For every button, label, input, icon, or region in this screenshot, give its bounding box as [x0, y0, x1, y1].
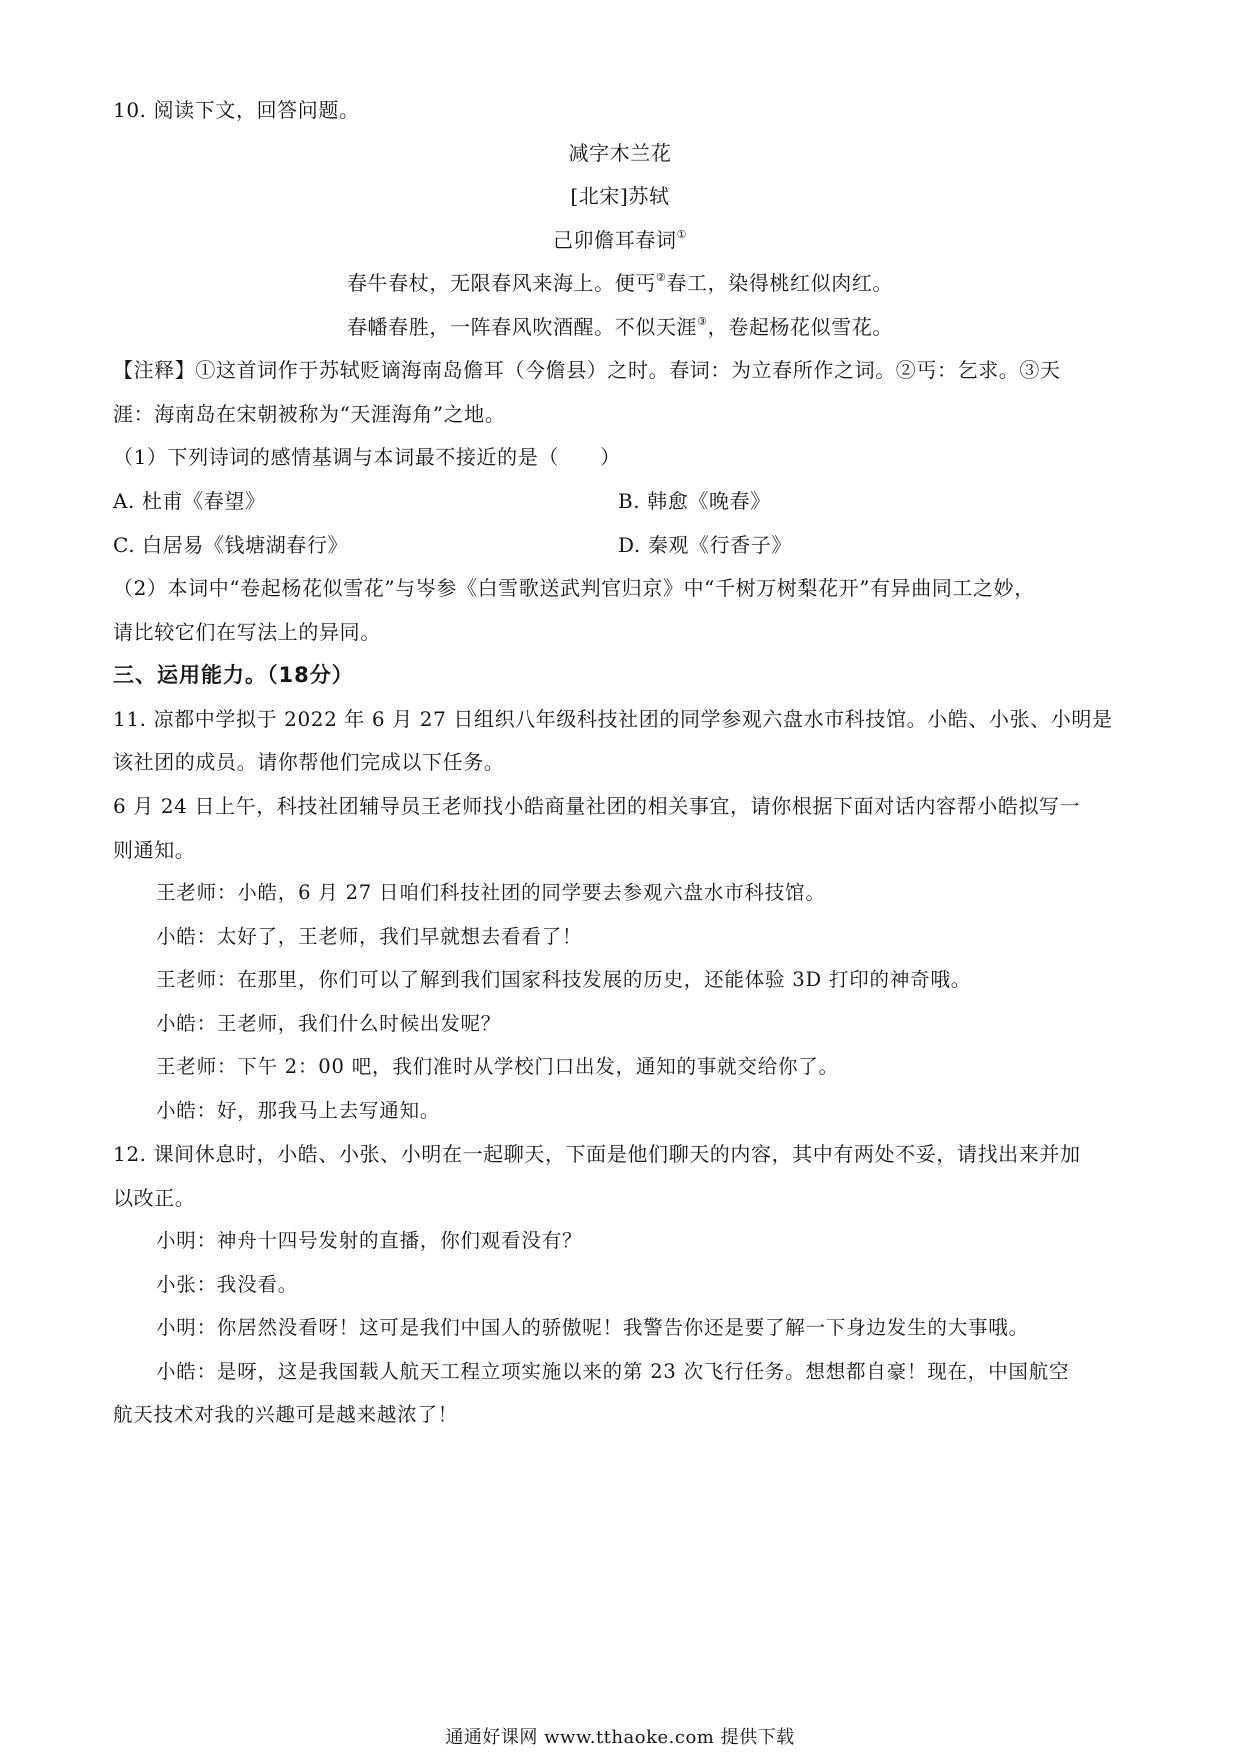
option-a: A. 杜甫《春望》 — [113, 489, 266, 513]
sub-question-1: （1）下列诗词的感情基调与本词最不接近的是（ ） — [113, 445, 621, 469]
dialogue-line: 小皓：太好了，王老师，我们早就想去看看了！ — [156, 925, 583, 948]
question-11-line-2: 该社团的成员。请你帮他们完成以下任务。 — [113, 750, 505, 774]
question-10-intro: 10. 阅读下文，回答问题。 — [113, 98, 360, 122]
poem-subtitle: 己卯儋耳春词① — [552, 228, 688, 252]
dialogue-line: 王老师：小皓，6 月 27 日咱们科技社团的同学要去参观六盘水市科技馆。 — [156, 881, 826, 904]
option-c: C. 白居易《钱塘湖春行》 — [113, 533, 349, 557]
option-b: B. 韩愈《晚春》 — [618, 489, 771, 513]
dialogue-line: 小张：我没看。 — [156, 1273, 299, 1296]
question-12-line-2: 以改正。 — [113, 1186, 196, 1210]
poem-author: [北宋]苏轼 — [570, 184, 670, 208]
note-line-1: 【注释】①这首词作于苏轼贬谪海南岛儋耳（今儋县）之时。春词：为立春所作之词。②丐：乞求。③天 — [113, 358, 1061, 382]
footnote-mark-1: ① — [676, 228, 688, 241]
dialogue-line: 小皓：是呀，这是我国载人航天工程立项实施以来的第 23 次飞行任务。想想都自豪！现在，中国航空 — [156, 1360, 1070, 1383]
dialogue-line: 王老师：下午 2：00 吧，我们准时从学校门口出发，通知的事就交给你了。 — [156, 1055, 839, 1078]
note-line-2: 涯：海南岛在宋朝被称为“天涯海角”之地。 — [113, 402, 506, 426]
dialogue-line: 小明：神舟十四号发射的直播，你们观看没有？ — [156, 1229, 583, 1252]
question-11-task-line-2: 则通知。 — [113, 838, 196, 862]
dialogue-line: 航天技术对我的兴趣可是越来越浓了！ — [113, 1403, 459, 1426]
question-11-task-line-1: 6 月 24 日上午，科技社团辅导员王老师找小皓商量社团的相关事宜，请你根据下面对话内容帮小皓拟写一 — [113, 794, 1081, 818]
dialogue-line: 小明：你居然没看呀！这可是我们中国人的骄傲呢！我警告你还是要了解一下身边发生的大事哦。 — [156, 1316, 1029, 1339]
dialogue-line: 王老师：在那里，你们可以了解到我们国家科技发展的历史，还能体验 3D 打印的神奇哦。 — [156, 968, 972, 991]
sub-question-2-line-1: （2）本词中“卷起杨花似雪花”与岑参《白雪歌送武判官归京》中“千树万树梨花开”有异曲同工之妙， — [113, 576, 1035, 600]
sub-question-2-line-2: 请比较它们在写法上的异同。 — [113, 620, 381, 644]
poem-title: 减字木兰花 — [568, 141, 672, 165]
footnote-mark-3: ③ — [697, 315, 708, 328]
poem-stanza-2: 春幡春胜，一阵春风吹酒醒。不似天涯③，卷起杨花似雪花。 — [346, 315, 894, 339]
question-11-line-1: 11. 凉都中学拟于 2022 年 6 月 27 日组织八年级科技社团的同学参观六盘水市科技馆。小皓、小张、小明是 — [113, 707, 1113, 731]
footnote-mark-2: ② — [655, 271, 667, 284]
question-12-line-1: 12. 课间休息时，小皓、小张、小明在一起聊天，下面是他们聊天的内容，其中有两处不妥，请找出来并加 — [113, 1142, 1081, 1166]
dialogue-line: 小皓：好，那我马上去写通知。 — [156, 1099, 441, 1122]
section-3-heading: 三、运用能力。（18分） — [113, 663, 354, 687]
footer-watermark: 通通好课网 www.tthaoke.com 提供下载 — [445, 1727, 795, 1748]
dialogue-line: 小皓：王老师，我们什么时候出发呢？ — [156, 1012, 502, 1035]
poem-stanza-1: 春牛春杖，无限春风来海上。便丐②春工，染得桃红似肉红。 — [346, 271, 894, 295]
option-d: D. 秦观《行香子》 — [618, 533, 793, 557]
